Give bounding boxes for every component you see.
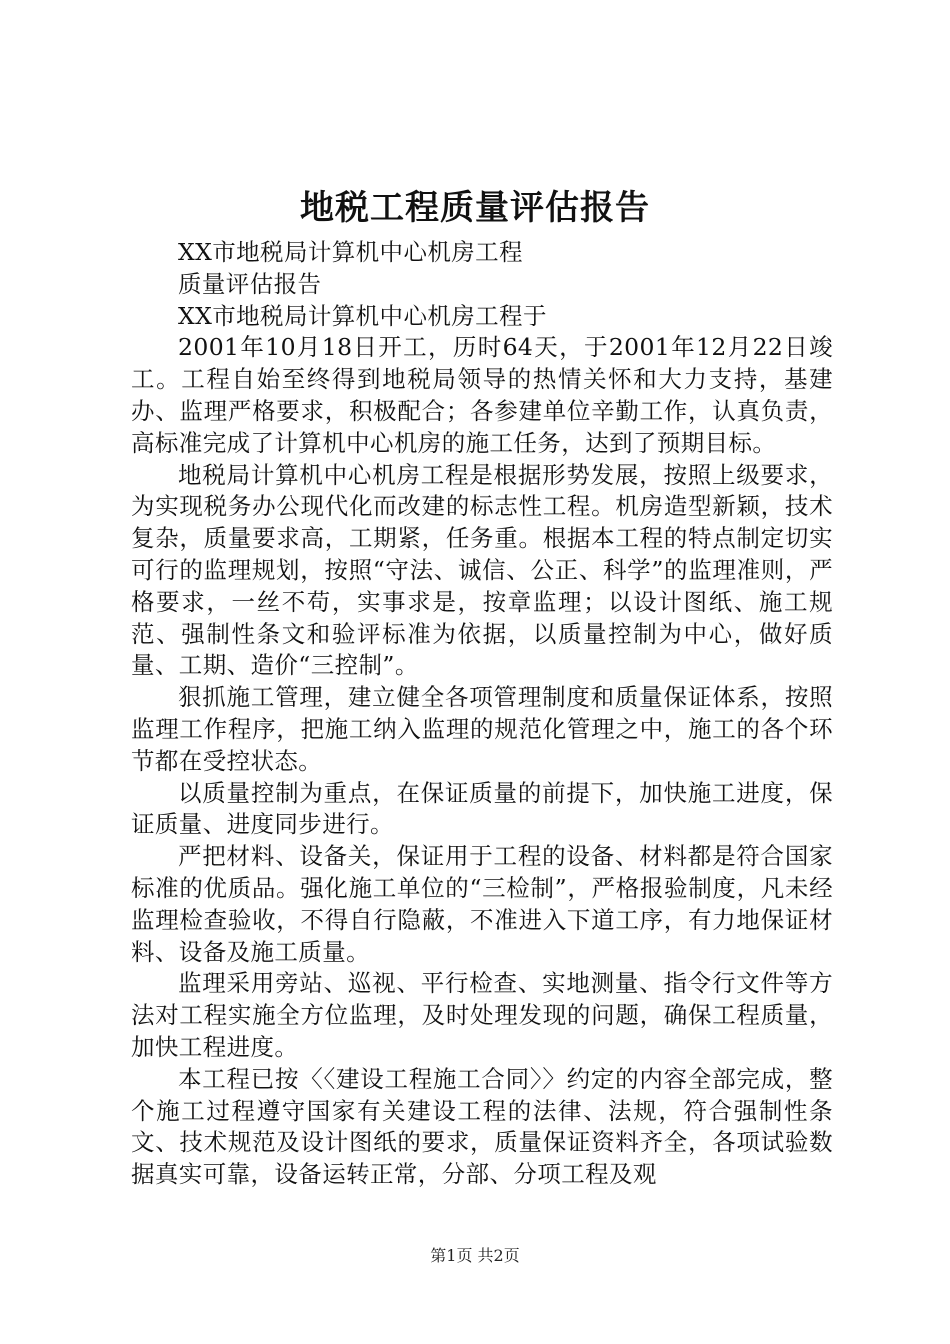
- paragraph: 质量评估报告: [178, 269, 322, 298]
- page-footer: 第1页 共2页: [430, 1246, 520, 1265]
- paragraph: XX市地税局计算机中心机房工程: [178, 238, 523, 266]
- paragraph: 监理采用旁站、巡视、平行检查、实地测量、指令行文件等方法对工程实施全方位监理，及时处理发现的问题，确保工程质量，加快工程进度。: [131, 969, 833, 1061]
- document-body: [131, 237, 833, 1191]
- paragraph: XX市地税局计算机中心机房工程于: [178, 301, 547, 330]
- paragraph: 地税局计算机中心机房工程是根据形势发展，按照上级要求，为实现税务办公现代化而改建的标志性工程。机房造型新颖，技术复杂，质量要求高，工期紧，任务重。根据本工程的特点制定切实可行的监理规划，按照“守法、诚信、公正、科学”的监理准则，严格要求，一丝不苟，实事求是，按章监理；以设计图纸、施工规范、强制性条文和验评标准为依据，以质量控制为中心，做好质量、工期、造价“三控制”。: [131, 460, 833, 680]
- paragraph: 以质量控制为重点，在保证质量的前提下，加快施工进度，保证质量、进度同步进行。: [131, 778, 833, 839]
- paragraph: 狠抓施工管理，建立健全各项管理制度和质量保证体系，按照监理工作程序，把施工纳入监理的规范化管理之中，施工的各个环节都在受控状态。: [131, 683, 833, 775]
- paragraph: 严把材料、设备关，保证用于工程的设备、材料都是符合国家标准的优质品。强化施工单位的“三检制”，严格报验制度，凡未经监理检查验收，不得自行隐蔽，不准进入下道工序，有力地保证材料、设备及施工质量。: [131, 842, 833, 966]
- paragraph: 2001年10月18日开工，历时64天，于2001年12月22日竣工。工程自始至终得到地税局领导的热情关怀和大力支持，基建办、监理严格要求，积极配合；各参建单位辛勤工作，认真负责，高标准完成了计算机中心机房的施工任务，达到了预期目标。: [131, 333, 833, 457]
- paragraph: 本工程已按〈〈建设工程施工合同〉〉约定的内容全部完成，整个施工过程遵守国家有关建设工程的法律、法规，符合强制性条文、技术规范及设计图纸的要求，质量保证资料齐全，各项试验数据真实可靠，设备运转正常，分部、分项工程及观: [131, 1064, 833, 1189]
- document-title: 地税工程质量评估报告: [300, 188, 650, 228]
